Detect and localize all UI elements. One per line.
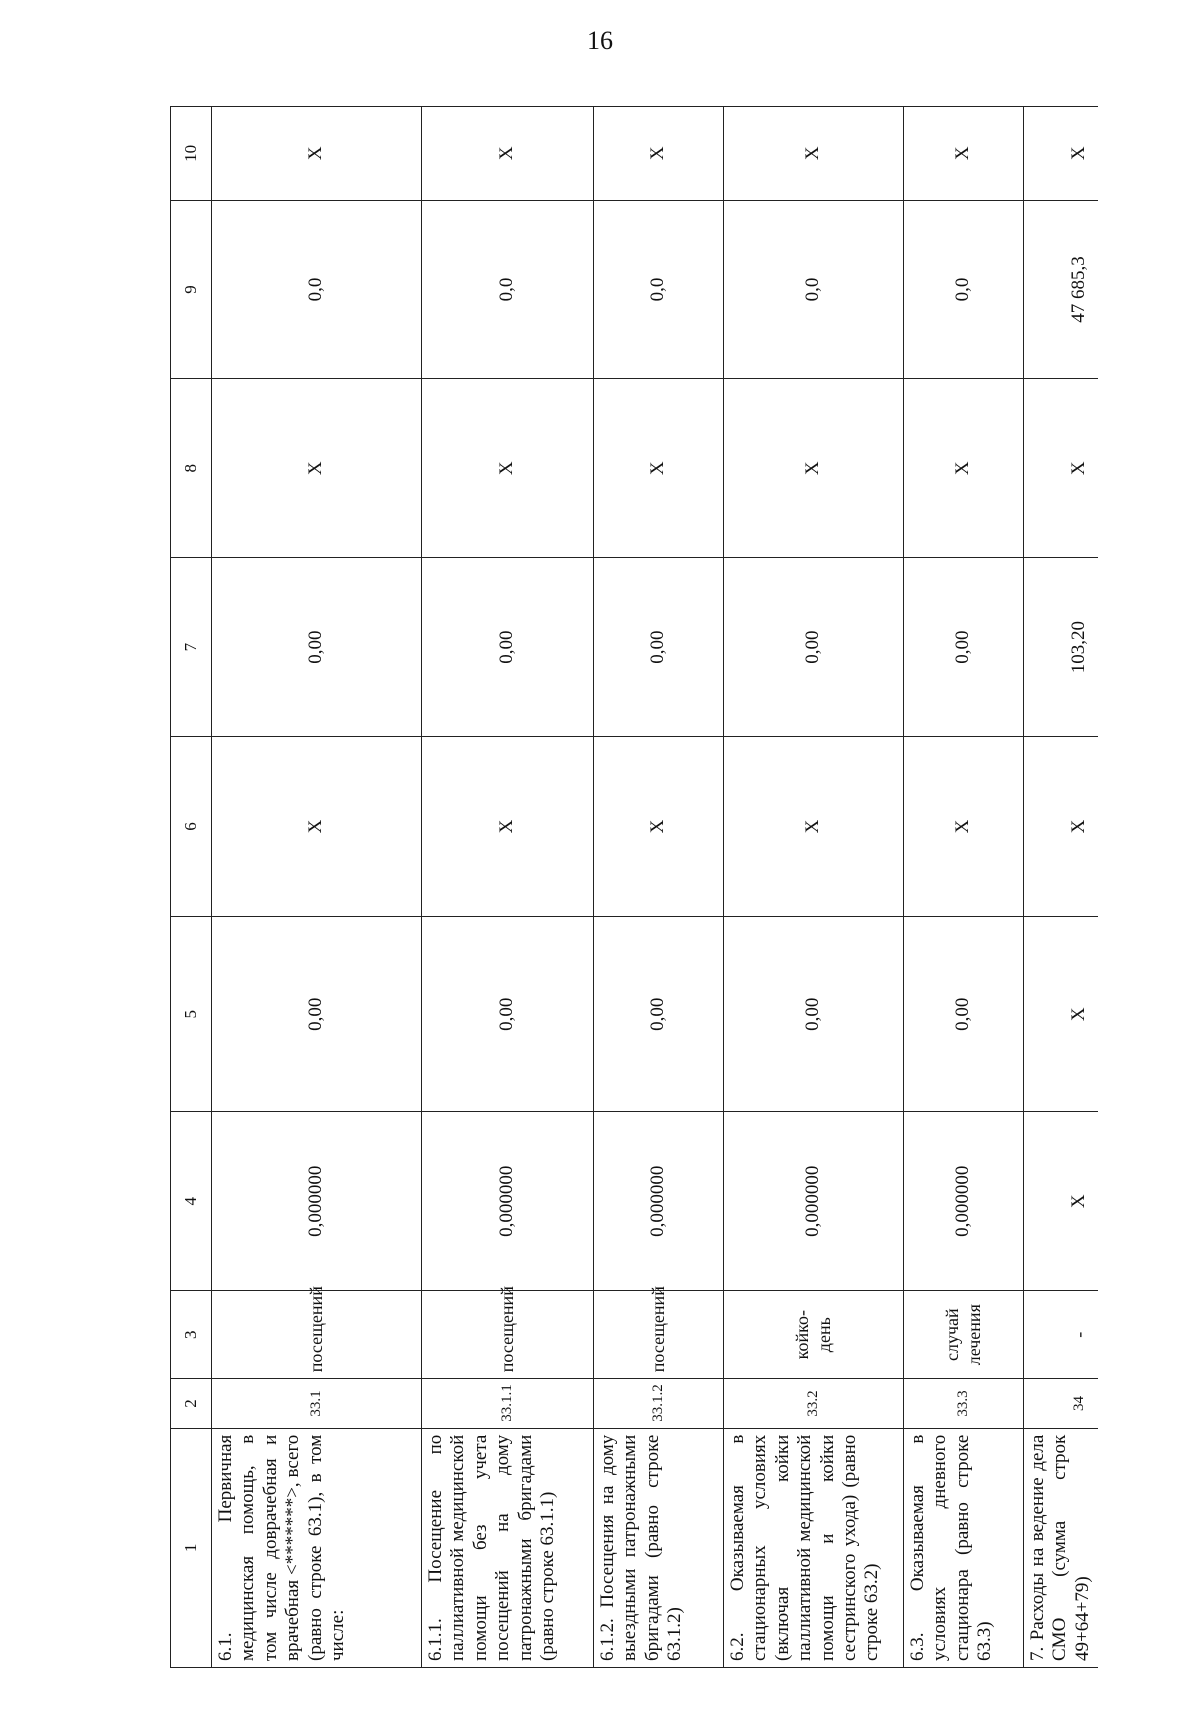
row-code: 33.2 bbox=[724, 1379, 904, 1429]
col-num: 8 bbox=[171, 379, 212, 558]
row-unit: посещений bbox=[594, 1291, 724, 1379]
cell-col-6: X bbox=[1024, 736, 1099, 916]
table-row bbox=[724, 107, 904, 1668]
cell-col-4: 0,000000 bbox=[594, 1112, 724, 1291]
cell-col-8: X bbox=[422, 379, 594, 558]
table-row bbox=[422, 107, 594, 1668]
cell-col-10: X bbox=[904, 107, 1024, 201]
col-num: 7 bbox=[171, 558, 212, 737]
cell-col-5: 0,00 bbox=[422, 917, 594, 1112]
row-code: 34 bbox=[1024, 1379, 1099, 1429]
cell-col-5: X bbox=[1024, 917, 1099, 1112]
cell-col-4: 0,000000 bbox=[212, 1112, 422, 1291]
data-table bbox=[170, 106, 1098, 1668]
row-code: 33.3 bbox=[904, 1379, 1024, 1429]
cell-col-4: 0,000000 bbox=[422, 1112, 594, 1291]
cell-col-7: 0,00 bbox=[904, 558, 1024, 737]
row-unit: койко-день bbox=[724, 1291, 904, 1379]
row-code: 33.1.2 bbox=[594, 1379, 724, 1429]
cell-col-9: 47 685,3 bbox=[1024, 200, 1099, 379]
cell-col-5: 0,00 bbox=[212, 917, 422, 1112]
col-num: 5 bbox=[171, 917, 212, 1112]
col-num: 9 bbox=[171, 200, 212, 379]
cell-col-10: X bbox=[212, 107, 422, 201]
cell-col-9: 0,0 bbox=[212, 200, 422, 379]
cell-col-8: X bbox=[212, 379, 422, 558]
cell-col-6: X bbox=[422, 736, 594, 916]
cell-col-7: 0,00 bbox=[724, 558, 904, 737]
row-description: 6.1.2. Посещения на дому выездными патронажными бригадами (равно строке 63.1.2) bbox=[594, 1428, 724, 1667]
row-code: 33.1 bbox=[212, 1379, 422, 1429]
row-code: 33.1.1 bbox=[422, 1379, 594, 1429]
cell-col-10: X bbox=[724, 107, 904, 201]
cell-col-7: 103,20 bbox=[1024, 558, 1099, 737]
row-unit: посещений bbox=[212, 1291, 422, 1379]
cell-col-6: X bbox=[212, 736, 422, 916]
cell-col-8: X bbox=[594, 379, 724, 558]
cell-col-9: 0,0 bbox=[594, 200, 724, 379]
table-row bbox=[904, 107, 1024, 1668]
cell-col-4: 0,000000 bbox=[904, 1112, 1024, 1291]
page-number: 16 bbox=[587, 26, 613, 55]
cell-col-10: X bbox=[594, 107, 724, 201]
cell-col-9: 0,0 bbox=[422, 200, 594, 379]
table-frame bbox=[170, 106, 1098, 1668]
col-num: 3 bbox=[171, 1291, 212, 1379]
cell-col-6: X bbox=[594, 736, 724, 916]
column-number-row bbox=[171, 107, 212, 1668]
cell-col-7: 0,00 bbox=[212, 558, 422, 737]
row-unit: случай лечения bbox=[904, 1291, 1024, 1379]
cell-col-8: X bbox=[724, 379, 904, 558]
cell-col-7: 0,00 bbox=[594, 558, 724, 737]
col-num: 10 bbox=[171, 107, 212, 201]
cell-col-4: 0,000000 bbox=[724, 1112, 904, 1291]
table-row bbox=[1024, 107, 1099, 1668]
table-row bbox=[594, 107, 724, 1668]
col-num: 1 bbox=[171, 1428, 212, 1667]
cell-col-10: X bbox=[1024, 107, 1099, 201]
cell-col-9: 0,0 bbox=[904, 200, 1024, 379]
row-unit: посещений bbox=[422, 1291, 594, 1379]
cell-col-10: X bbox=[422, 107, 594, 201]
row-description: 6.2. Оказываемая в стационарных условиях (включая койки паллиативной медицинской помощи и койки сестринского ухода) (равно строке 63.2) bbox=[724, 1428, 904, 1667]
rotated-table-container bbox=[170, 106, 1098, 1668]
cell-col-7: 0,00 bbox=[422, 558, 594, 737]
col-num: 2 bbox=[171, 1379, 212, 1429]
col-num: 6 bbox=[171, 736, 212, 916]
cell-col-5: 0,00 bbox=[724, 917, 904, 1112]
row-description: 7. Расходы на ведение дела СМО (сумма строк 49+64+79) bbox=[1024, 1428, 1099, 1667]
cell-col-5: 0,00 bbox=[904, 917, 1024, 1112]
cell-col-6: X bbox=[904, 736, 1024, 916]
row-description: 6.1. Первичная медицинская помощь, в том числе доврачебная и врачебная <*******>, всего (равно строке 63.1), в том числе: bbox=[212, 1428, 422, 1667]
cell-col-9: 0,0 bbox=[724, 200, 904, 379]
row-description: 6.3. Оказываемая в условиях дневного стационара (равно строке 63.3) bbox=[904, 1428, 1024, 1667]
cell-col-5: 0,00 bbox=[594, 917, 724, 1112]
row-description: 6.1.1. Посещение по паллиативной медицинской помощи без учета посещений на дому патронажными бригадами (равно строке 63.1.1) bbox=[422, 1428, 594, 1667]
row-unit: - bbox=[1024, 1291, 1099, 1379]
cell-col-6: X bbox=[724, 736, 904, 916]
cell-col-4: X bbox=[1024, 1112, 1099, 1291]
cell-col-8: X bbox=[904, 379, 1024, 558]
cell-col-8: X bbox=[1024, 379, 1099, 558]
table-row bbox=[212, 107, 422, 1668]
col-num: 4 bbox=[171, 1112, 212, 1291]
